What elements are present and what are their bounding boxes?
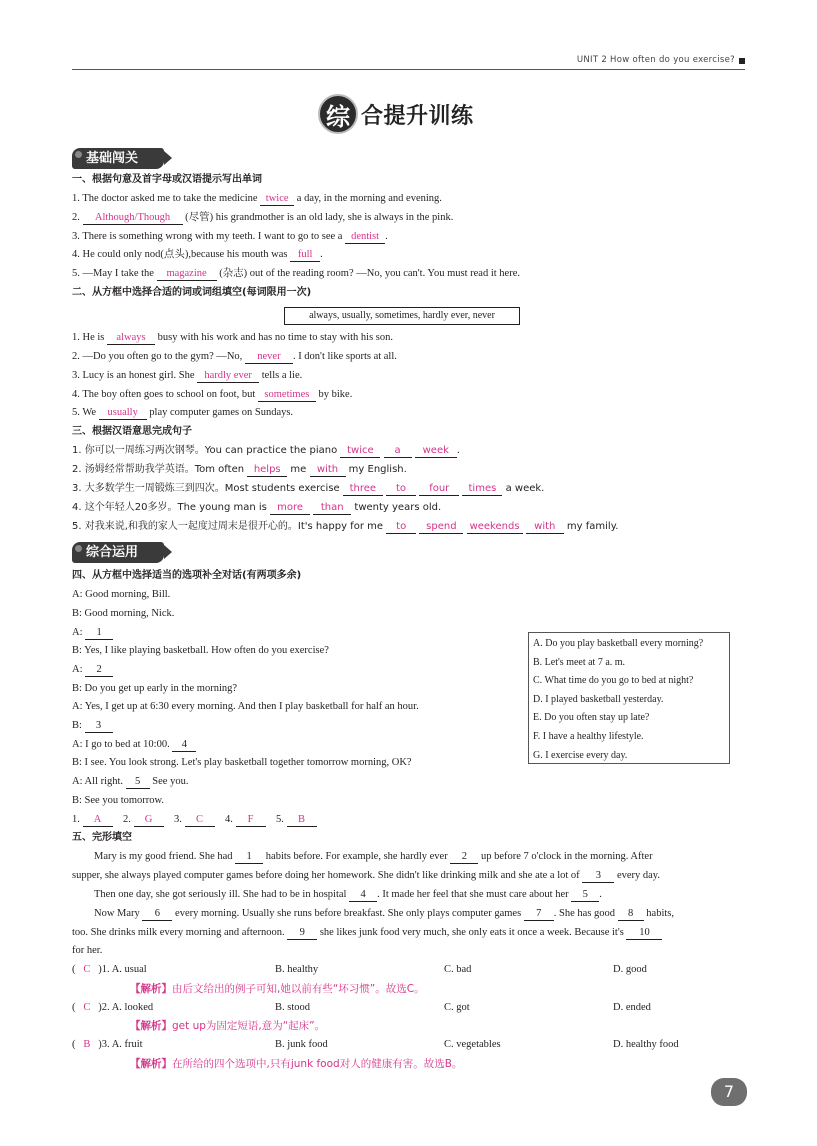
answer: twice	[340, 445, 380, 458]
option: C. What time do you go to bed at night?	[533, 675, 694, 687]
part4-heading: 四、从方框中选择适当的选项补全对话(有两项多余)	[72, 570, 302, 581]
dialog-line: A: 1	[72, 626, 113, 640]
part1-heading: 一、根据句意及首字母或汉语提示写出单词	[72, 174, 262, 185]
p1-q3: 3. There is something wrong with my teeth. I want to go to see a dentist .	[72, 231, 388, 242]
p1-q5: 5. —May I take the magazine (杂志) out of the reading room? —No, you can't. You must read it here.	[72, 268, 520, 279]
dialog-line: B: Yes, I like playing basketball. How often do you exercise?	[72, 645, 329, 656]
header-square-icon	[739, 58, 745, 64]
option: D. I played basketball yesterday.	[533, 693, 664, 705]
answer: full	[290, 249, 320, 262]
dialog-line: B: Do you get up early in the morning?	[72, 683, 238, 694]
blank: 2	[85, 664, 113, 677]
dialog-line: A: 2	[72, 663, 113, 677]
title-text: 合提升训练	[361, 103, 474, 129]
answer: Although/Though	[83, 212, 183, 225]
answer: A	[83, 814, 113, 827]
p3-q1: 1. 你可以一周练习两次钢琴。You can practice the piano twice a week .	[72, 445, 460, 456]
dialog-line: A: I go to bed at 10:00. 4	[72, 738, 196, 752]
passage-line: Now Mary 6 every morning. Usually she runs before breakfast. She only plays computer games 7 . She has good 8 habits,	[94, 908, 675, 919]
dialog-line: B: I see. You look strong. Let's play basketball together tomorrow morning, OK?	[72, 757, 412, 768]
option: A. Do you play basketball every morning?	[533, 638, 704, 649]
p2-q2: 2. —Do you often go to the gym? —No, never . I don't like sports at all.	[72, 351, 397, 362]
answer: B	[287, 814, 317, 827]
answer: hardly ever	[197, 370, 259, 383]
answer: helps	[247, 464, 287, 477]
answer: weekends	[467, 521, 523, 534]
p2-q5: 5. We usually play computer games on Sundays.	[72, 407, 294, 418]
section-tag-comprehensive: 综合运用	[72, 542, 164, 563]
answer: with	[526, 521, 564, 534]
blank: 1	[85, 627, 113, 640]
part3-heading: 三、根据汉语意思完成句子	[72, 426, 192, 437]
dialog-line: A: All right. 5 See you.	[72, 776, 189, 787]
answer: to	[386, 521, 416, 534]
passage-line: too. She drinks milk every morning and afternoon. 9 she likes junk food very much, she only eats it once a week. Because it's 10	[72, 926, 662, 940]
header-text: UNIT 2 How often do you exercise?	[576, 55, 735, 65]
p1-q4: 4. He could only nod(点头),because his mouth was full .	[72, 249, 323, 260]
answer: C	[185, 814, 215, 827]
dialog-line: B: See you tomorrow.	[72, 795, 165, 806]
p1-q2: 2. Although/Though (尽管) his grandmother is an old lady, she is always in the pink.	[72, 212, 454, 223]
page-number: 7	[711, 1078, 747, 1106]
answer: F	[236, 814, 266, 827]
p3-q2: 2. 汤姆经常帮助我学英语。Tom often helps me with my English.	[72, 464, 407, 475]
title-badge: 综	[318, 94, 358, 134]
running-header	[72, 52, 745, 70]
answer: magazine	[157, 268, 217, 281]
answer: dentist	[345, 231, 385, 244]
answer: never	[245, 351, 293, 364]
p3-q5: 5. 对我来说,和我的家人一起度过周末是很开心的。It's happy for me to spend weekends with my family.	[72, 521, 619, 532]
blank: 5	[126, 776, 150, 789]
word-box: always, usually, sometimes, hardly ever, never	[284, 307, 520, 325]
dialog-line: A: Yes, I get up at 6:30 every morning. And then I play basketball for half an hour.	[72, 701, 419, 712]
p2-q3: 3. Lucy is an honest girl. She hardly ever tells a lie.	[72, 370, 303, 381]
answer: usually	[99, 407, 147, 420]
answer: than	[313, 502, 351, 515]
answer: always	[107, 332, 155, 345]
p4-answers: 1. A 2. G 3. C 4. F 5. B	[72, 813, 317, 827]
answer: three	[343, 483, 383, 496]
passage-line: Mary is my good friend. She had 1 habits before. For example, she hardly ever 2 up before 7 o'clock in the morning. After	[94, 851, 653, 862]
passage-line: for her.	[72, 945, 103, 956]
answer: times	[462, 483, 502, 496]
p2-q4: 4. The boy often goes to school on foot, but sometimes by bike.	[72, 389, 353, 400]
answer: a	[384, 445, 412, 458]
part2-heading: 二、从方框中选择合适的词或词组填空(每词限用一次)	[72, 287, 312, 298]
answer: four	[419, 483, 459, 496]
p3-q4: 4. 这个年轻人20多岁。The young man is more than twenty years old.	[72, 502, 442, 513]
p2-q1: 1. He is always busy with his work and has no time to stay with his son.	[72, 332, 393, 343]
answer: G	[134, 814, 164, 827]
option: G. I exercise every day.	[533, 749, 628, 761]
option: B. Let's meet at 7 a. m.	[533, 656, 626, 668]
answer: sometimes	[258, 389, 316, 402]
option: E. Do you often stay up late?	[533, 712, 650, 724]
p3-q3: 3. 大多数学生一周锻炼三到四次。Most students exercise three to four times a week.	[72, 483, 545, 494]
passage-line: supper, she always played computer games before doing her homework. She didn't like drinking milk and she ate a lot of 3 every day.	[72, 870, 660, 881]
options-box	[528, 632, 730, 764]
answer: with	[310, 464, 346, 477]
passage-line: Then one day, she got seriously ill. She had to be in hospital 4 . It made her feel that she must care about her 5 .	[94, 889, 602, 900]
option: F. I have a healthy lifestyle.	[533, 730, 644, 742]
blank: 3	[85, 720, 113, 733]
blank: 4	[172, 739, 196, 752]
page-title	[318, 92, 474, 136]
dialog-line: A: Good morning, Bill.	[72, 589, 171, 600]
dialog-line: B: 3	[72, 719, 113, 733]
section-tag-basic: 基础闯关	[72, 148, 164, 169]
part5-heading: 五、完形填空	[72, 832, 132, 843]
p1-q1: 1. The doctor asked me to take the medicine twice a day, in the morning and evening.	[72, 193, 442, 204]
answer: twice	[260, 193, 294, 206]
answer: to	[386, 483, 416, 496]
answer: week	[415, 445, 457, 458]
dialog-line: B: Good morning, Nick.	[72, 608, 175, 619]
answer: more	[270, 502, 310, 515]
answer: spend	[419, 521, 463, 534]
